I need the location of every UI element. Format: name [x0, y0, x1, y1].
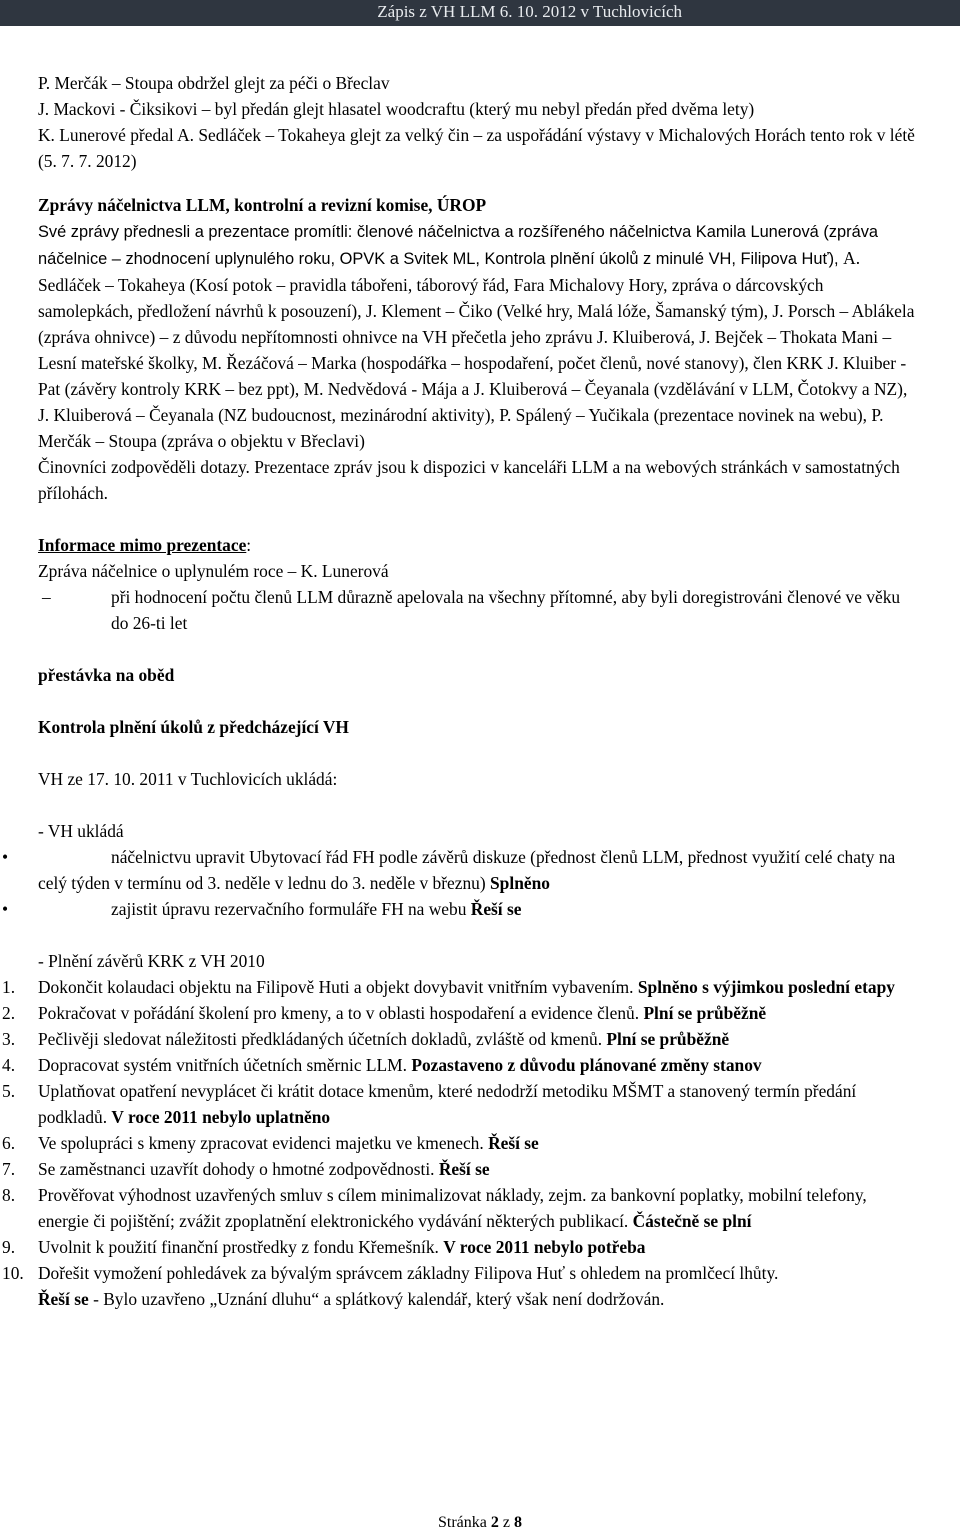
bullet-text: náčelnictvu upravit Ubytovací řád FH podle závěrů diskuze (přednost členů LLM, přednost využití celé chaty na celý týden v termínu od 3. neděle v lednu do 3. neděle v březnu) — [38, 847, 896, 893]
footer-page: 2 — [490, 1514, 499, 1531]
numbered-item — [2, 1000, 918, 1026]
item-text: Prověřovat výhodnost uzavřených smluv s cílem minimalizovat náklady, zejm. za bankovní poplatky, mobilní telefony, energie či pojištění; zvážit zpoplatnění elektronického vydávání některých publikací. — [38, 1185, 867, 1231]
intro-line: J. Mackovi - Čiksikovi – byl předán glejt hlasatel woodcraftu (který mu nebyl předán před dvěma lety) — [38, 99, 755, 119]
bullet-icon: • — [2, 847, 9, 867]
last-text: - Bylo uzavřeno „Uznání dluhu“ a splátkový kalendář, který však není dodržován. — [88, 1289, 665, 1309]
numbered-item — [2, 1234, 918, 1260]
reports-text — [38, 218, 918, 454]
item-number: 6. — [2, 1133, 16, 1153]
document-body — [2, 70, 918, 1312]
footer-mid: z — [498, 1514, 514, 1531]
numbered-item — [2, 1182, 918, 1234]
item-text: Dopracovat systém vnitřních účetních směrnic LLM. — [38, 1055, 412, 1075]
numbered-item — [2, 1130, 918, 1156]
bullet-status: Řeší se — [470, 899, 522, 919]
item-text: Pečlivěji sledovat náležitosti předkládaných účetních dokladů, zvláště od kmenů. — [38, 1029, 607, 1049]
vh-ukladá: - VH ukládá — [38, 821, 124, 841]
item-number: 8. — [2, 1185, 16, 1205]
item-number: 3. — [2, 1029, 16, 1049]
vh-line: VH ze 17. 10. 2011 v Tuchlovicích ukládá: — [38, 769, 338, 789]
item-status: V roce 2011 nebylo potřeba — [443, 1237, 646, 1257]
info-dash-item — [38, 584, 918, 636]
item-number: 9. — [2, 1237, 16, 1257]
footer-total: 8 — [513, 1514, 522, 1531]
item-status: Řeší se — [438, 1159, 490, 1179]
info-item-text: při hodnocení počtu členů LLM důrazně apelovala na všechny přítomné, aby byli doregistrováni členové ve věku do 26-ti let — [111, 587, 901, 633]
item-status: Plní se průběžně — [643, 1003, 767, 1023]
item-text: Dořešit vymožení pohledávek za bývalým správcem základny Filipova Huť s ohledem na promlčecí lhůty. — [38, 1263, 779, 1283]
item-number: 7. — [2, 1159, 16, 1179]
item-text: Uvolnit k použití finanční prostředky z fondu Křemešník. — [38, 1237, 444, 1257]
item-number: 4. — [2, 1055, 16, 1075]
item-status: Částečně se plní — [632, 1211, 752, 1231]
bullet-item — [2, 896, 918, 922]
numbered-item — [2, 1156, 918, 1182]
info-line: Zpráva náčelnice o uplynulém roce – K. Lunerová — [38, 561, 389, 581]
item-status: Splněno s výjimkou poslední etapy — [637, 977, 895, 997]
numbered-item — [2, 1260, 918, 1286]
info-title: Informace mimo prezentace — [38, 535, 247, 555]
dash-marker: – — [42, 587, 51, 607]
krk-title: - Plnění závěrů KRK z VH 2010 — [38, 951, 265, 971]
bullet-text: zajistit úpravu rezervačního formuláře FH na webu — [111, 899, 471, 919]
item-status: Pozastaveno z důvodu plánované změny stanov — [411, 1055, 762, 1075]
info-colon: : — [246, 535, 252, 555]
item-text: Ve spolupráci s kmeny zpracovat evidenci majetku ve kmenech. — [38, 1133, 489, 1153]
header-bar — [0, 0, 960, 26]
control-title: Kontrola plnění úkolů z předcházející VH — [38, 717, 349, 737]
header-title: Zápis z VH LLM 6. 10. 2012 v Tuchlovicích — [377, 2, 682, 21]
item-text: Pokračovat v pořádání školení pro kmeny, a to v oblasti hospodaření a evidence členů. — [38, 1003, 644, 1023]
bullet-item — [2, 844, 918, 896]
intro-line: K. Lunerové předal A. Sedláček – Tokaheya glejt za velký čin – za uspořádání výstavy v Michalových Horách tento rok v létě (5. 7. 7. 2012) — [38, 125, 915, 171]
last-status: Řeší se — [38, 1289, 89, 1309]
item-status: Řeší se — [488, 1133, 539, 1153]
item-number: 10. — [2, 1263, 24, 1283]
bullet-icon: • — [2, 899, 9, 919]
last-note — [38, 1286, 918, 1312]
bullet-status: Splněno — [490, 873, 550, 893]
numbered-item — [2, 1026, 918, 1052]
numbered-item — [2, 1078, 918, 1130]
item-text: Se zaměstnanci uzavřít dohody o hmotné zodpovědnosti. — [38, 1159, 439, 1179]
item-number: 2. — [2, 1003, 16, 1023]
item-text: Dokončit kolaudaci objektu na Filipově Huti a objekt dovybavit vnitřním vybavením. — [38, 977, 638, 997]
page-footer — [0, 1514, 960, 1532]
item-status: V roce 2011 nebylo uplatněno — [111, 1107, 331, 1127]
intro-line: P. Merčák – Stoupa obdržel glejt za péči o Břeclav — [38, 73, 390, 93]
numbered-item — [2, 974, 918, 1000]
numbered-item — [2, 1052, 918, 1078]
item-text: Uplatňovat opatření nevyplácet či krátit dotace kmenům, které nedodrží metodiku MŠMT a stanovený termín předání podkladů. — [38, 1081, 857, 1127]
item-status: Plní se průběžně — [606, 1029, 730, 1049]
reports-text-serif: A. Sedláček – Tokaheya (Kosí potok – pravidla tábořeni, táborový řád, Fara Michalovy Hory, zpráva o dárcovských samolepkách, předložení návrhů k posouzení), J. Klement – Čiko (Velké hry, Malá lóže, Šamanský tým), J. Porsch – Ablákela (zpráva ohnivce) – z důvodu nepřítomnosti ohnivce na VH přečetla jeho zprávu J. Kluiberová, J. Bejček – Thokata Mani – Lesní mateřské školky, M. Řezáčová – Marka (hospodářka – hospodaření, počet členů, nové stanovy), člen KRK J. Kluiber - Pat (závěry kontroly KRK – bez ppt), M. Nedvědová - Mája a J. Kluiberová – Čeyanala (vzdělávání v LLM, Čotokvy a NZ), J. Kluiberová – Čeyanala (NZ budoucnost, mezinárodní aktivity), P. Spálený – Yučikala (prezentace novinek na webu), P. Merčák – Stoupa (zpráva o objektu v Břeclavi) — [38, 248, 915, 451]
break-note: přestávka na oběd — [38, 665, 175, 685]
item-number: 5. — [2, 1081, 16, 1101]
reports-closing: Činovníci zodpověděli dotazy. Prezentace zpráv jsou k dispozici v kanceláři LLM a na webových stránkách v samostatných přílohách. — [38, 457, 900, 503]
info-heading — [38, 532, 918, 558]
item-number: 1. — [2, 977, 16, 997]
footer-prefix: Stránka — [438, 1514, 491, 1531]
reports-text-sans: Své zprávy přednesli a prezentace promítli: členové náčelnictva a rozšířeného náčelnictva Kamila Lunerová (zpráva náčelnice – zhodnocení uplynulého roku, OPVK a Svitek ML, Kontrola plnění úkolů z minulé VH, Filipova Huť), — [38, 223, 879, 268]
reports-title: Zprávy náčelnictva LLM, kontrolní a revizní komise, ÚROP — [38, 195, 487, 215]
